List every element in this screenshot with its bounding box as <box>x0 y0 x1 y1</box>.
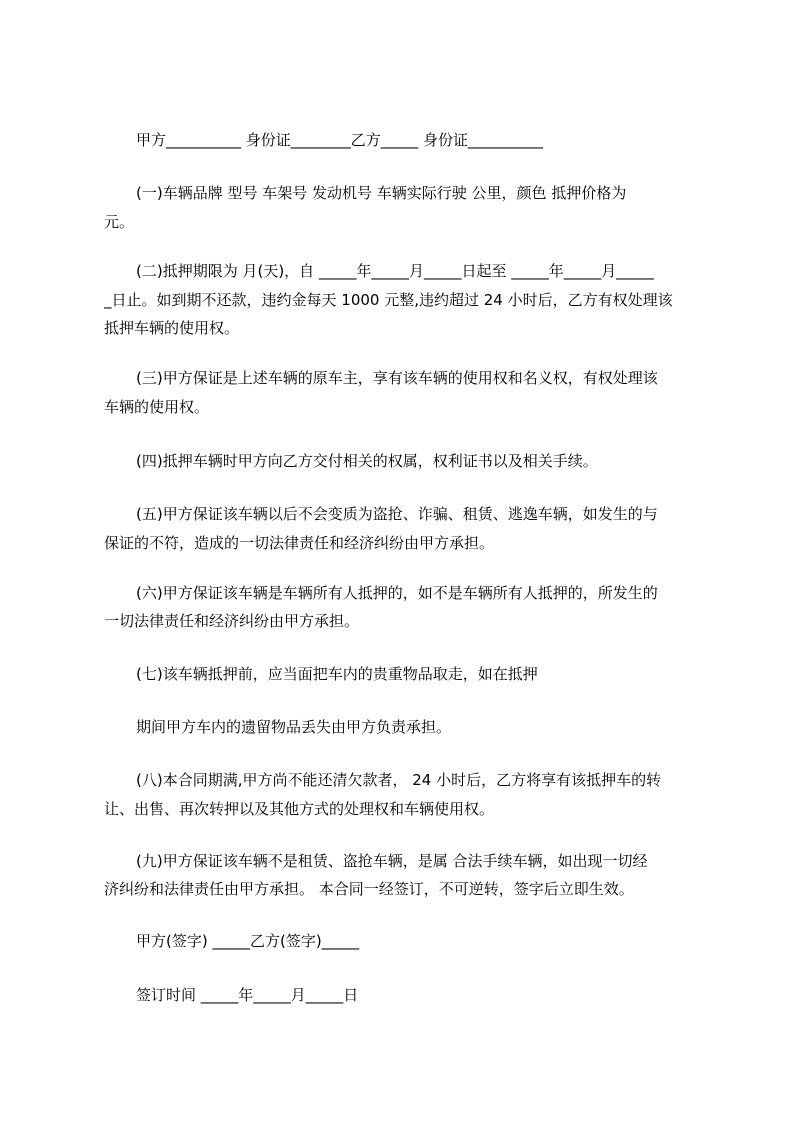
sign-date-line: 签订时间 _____年_____月_____日 <box>136 986 359 1004</box>
clause-9-line-2: 济纠纷和法律责任由甲方承担。 本合同一经签订，不可逆转，签字后立即生效。 <box>104 880 634 898</box>
clause-3-line-2: 车辆的使用权。 <box>104 398 210 416</box>
clause-2-line-1: (二)抵押期限为 月(天)，自 _____年_____月_____日起至 _____年_____月_____ <box>136 262 654 280</box>
clause-3-line-1: (三)甲方保证是上述车辆的原车主，享有该车辆的使用权和名义权，有权处理该 <box>136 369 658 387</box>
clause-7-line-1: (七)该车辆抵押前，应当面把车内的贵重物品取走，如在抵押 <box>136 665 538 683</box>
parties-line: 甲方__________ 身份证________乙方_____ 身份证__________ <box>136 131 544 149</box>
clause-5-line-1: (五)甲方保证该车辆以后不会变质为盗抢、诈骗、租赁、逃逸车辆，如发生的与 <box>136 505 658 523</box>
clause-2-line-2: _日止。如到期不还款，违约金每天 1000 元整,违约超过 24 小时后，乙方有权处理该 <box>104 291 673 309</box>
clause-6-line-2: 一切法律责任和经济纠纷由甲方承担。 <box>104 612 360 630</box>
clause-7-line-2: 期间甲方车内的遗留物品丢失由甲方负责承担。 <box>136 718 452 736</box>
clause-5-line-2: 保证的不符，造成的一切法律责任和经济纠纷由甲方承担。 <box>104 534 495 552</box>
signature-line: 甲方(签字) _____乙方(签字)_____ <box>136 932 360 950</box>
clause-1-line-1: (一)车辆品牌 型号 车架号 发动机号 车辆实际行驶 公里，颜色 抵押价格为 <box>136 184 627 202</box>
clause-4-line-1: (四)抵押车辆时甲方向乙方交付相关的权属，权利证书以及相关手续。 <box>136 452 598 470</box>
clause-8-line-2: 让、出售、再次转押以及其他方式的处理权和车辆使用权。 <box>104 800 495 818</box>
clause-9-line-1: (九)甲方保证该车辆不是租赁、盗抢车辆，是属 合法手续车辆，如出现一切经 <box>136 852 648 870</box>
clause-8-line-1: (八)本合同期满,甲方尚不能还清欠款者， 24 小时后，乙方将享有该抵押车的转 <box>136 771 662 789</box>
clause-6-line-1: (六)甲方保证该车辆是车辆所有人抵押的，如不是车辆所有人抵押的，所发生的 <box>136 584 658 602</box>
clause-2-line-3: 抵押车辆的使用权。 <box>104 319 240 337</box>
clause-1-line-2: 元。 <box>104 213 135 231</box>
